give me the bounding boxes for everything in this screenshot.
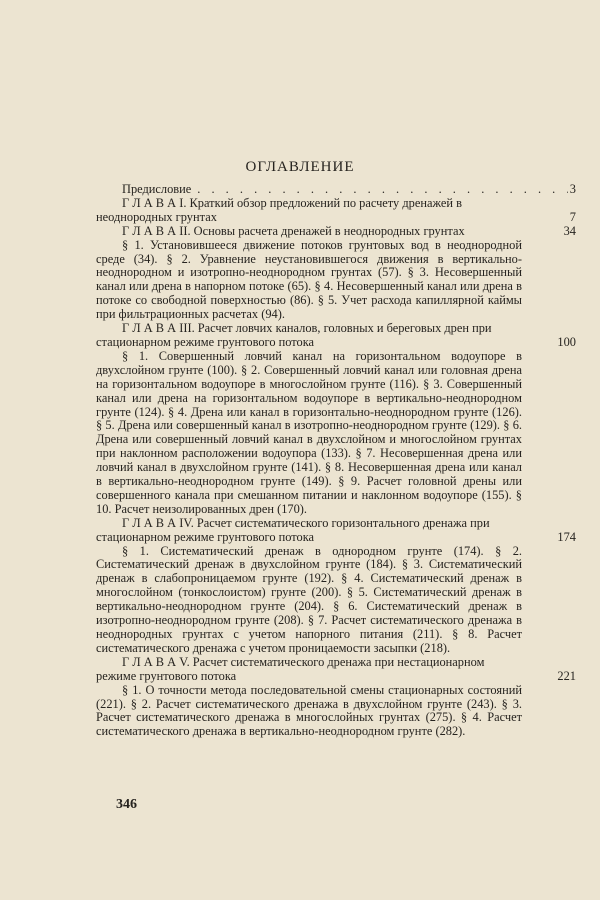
toc-section-list: § 1. Систематический дренаж в однородном грунте (174). § 2. Систематический дренаж в двухслойном грунте (184). § 3. Систематический дренаж в слабопроницаемом грунте (192). § 4. Систематический дренаж в многослойном (тонкослоистом) грунте (200). § 5. Систематический дренаж в вертикально-неоднородном грунте (204). § 6. Систематический дренаж в изотропно-неоднородном грунте (208). § 7. Расчет систематического дренажа в неоднородных грунтах с учетом напорного питания (211). § 8. Расчет систематического дренажа с учетом проницаемости засыпки (218). [96,543,522,655]
table-of-contents [96,183,574,739]
toc-entry-text: Г Л А В А IV. Расчет систематического горизонтального дренажа при стационарном режиме грунтового потока [96,515,490,544]
toc-page-number: 34 [563,223,576,238]
toc-entry-text: Г Л А В А II. Основы расчета дренажей в неоднородных грунтах [122,223,465,238]
toc-entry-text: Г Л А В А III. Расчет ловчих каналов, головных и береговых дрен при стационарном режиме грунтового потока [96,321,492,349]
toc-page-number: 7 [569,209,576,224]
toc-page-number: 221 [557,668,576,683]
toc-entry-chapter-1[interactable] [96,197,574,225]
page-title: ОГЛАВЛЕНИЕ [245,159,355,175]
toc-entry-chapter-4[interactable] [96,517,574,545]
toc-entry-preface[interactable] [96,183,574,197]
toc-entry-text: Г Л А В А I. Краткий обзор предложений по расчету дренажей в неоднородных грунтах [96,195,462,224]
toc-entry-chapter-2[interactable] [96,225,574,239]
page-number: 346 [116,797,137,812]
toc-page-number: 100 [557,334,576,349]
toc-page-number: 3 [569,182,576,196]
toc-section-list: § 1. Совершенный ловчий канал на горизонтальном водоупоре в двухслойном грунте (100). § 2. Совершенный ловчий канал или головная дрена на горизонтальном водоупоре в многослойном грунте (116). § 3. Совершенный канал или дрена на горизонтальном водоупоре в вертикально-неоднородном грунте (124). § 4. Дрена или канал в горизонтально-неоднородном грунте (126). § 5. Дрена или совершенный канал в изотропно-неоднородном грунте (129). § 6. Дрена или совершенный ловчий канал в двухслойном и многослойном грунтах при наклонном расположении водоупора (133). § 7. Несовершенная дрена или ловчий канал в двухслойном грунте (141). § 8. Несовершенная дрена или канал в вертикально-неоднородном грунте (149). § 9. Расчет головной дрены или совершенного канала при смешанном питании и наклонном водоупоре (155). § 10. Расчет неизолированных дрен (170). [96,348,522,516]
toc-entry-text: Г Л А В А V. Расчет систематического дренажа при нестационарном режиме грунтового потока [96,654,485,683]
toc-entry-text: Предисловие [122,182,192,196]
toc-section-list: § 1. Установившееся движение потоков грунтовых вод в неоднородной среде (34). § 2. Уравнение неустановившегося движения в вертикально-неоднородном и изотропно-неоднородном грунтах (57). § 3. Несовершенный канал или дрена в напорном потоке (65). § 4. Несовершенный канал или дрена в потоке со свободной поверхностью (86). § 5. Учет расхода капиллярной каймы при фильтрационных расчетах (94). [96,237,522,322]
toc-entry-chapter-5[interactable] [96,656,574,684]
dot-leader [197,183,568,197]
toc-section-list: § 1. О точности метода последовательной смены стационарных состояний (221). § 2. Расчет систематического дренажа в двухслойном грунте (243). § 3. Расчет систематического дренажа в многослойных грунтах (275). § 4. Расчет систематического дренажа в вертикально-неоднородном грунте (282). [96,682,522,739]
toc-entry-chapter-3[interactable] [96,322,574,350]
toc-page-number: 174 [557,529,576,544]
